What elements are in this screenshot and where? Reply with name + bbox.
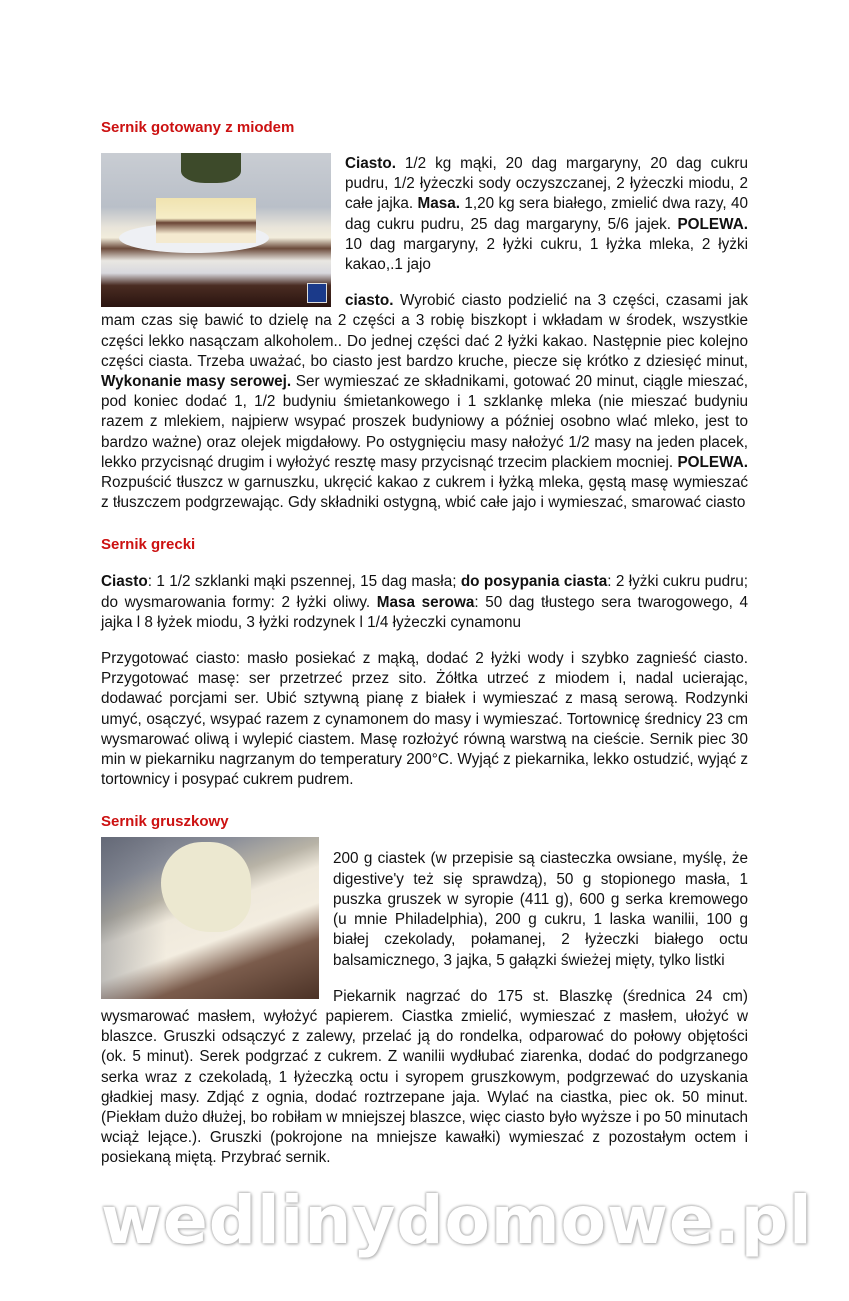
recipe-title: Sernik gotowany z miodem bbox=[101, 119, 295, 136]
text-segment: : 2 łyżki cukru pudru; do wysmarowania formy: 2 łyżki oliwy. bbox=[101, 573, 748, 611]
text-segment: 10 dag margaryny, 2 łyżki cukru, 1 łyżka mleka, 2 łyżki kakao,.1 jajo bbox=[345, 235, 748, 274]
text-segment: Piekarnik nagrzać do 175 st. Blaszkę (średnica 24 cm) wysmarować masłem, wyłożyć papierem. Ciastka zmielić, wymieszać z masłem, ułożyć w blaszce. Gruszki odsączyć z zalewy, przelać ją do rondelka, odparować do połowy objętości (ok. 5 minut). Serek podgrzać z cukrem. Z wanilii wydłubać ziarenka, dodać do podgrzanego serka wraz z czekoladą, 1 łyżeczką octu i syropem gruszkowym, podgrzewać do uzyskania gładkiej masy. Zdjąć z ognia, dodać roztrzepane jaja. Wylać na ciastka, piec ok. 50 minut. (Piekłam dużo dłużej, bo robiłam w mniejszej blaszce, więc ciasto było wyższe i po 50 minutach wciąż lejące.). Gruszki (pokrojone na mniejsze kawałki) wymieszać z pozostałym octem i posiekaną miętą. Przybrać sernik. bbox=[101, 987, 748, 1167]
recipe-pear-cheesecake bbox=[101, 812, 748, 1168]
bold-label: Wykonanie masy serowej. bbox=[101, 373, 292, 391]
bold-label: Ciasto bbox=[101, 573, 148, 591]
bold-label: POLEWA. bbox=[677, 215, 748, 233]
pear-cheesecake-photo bbox=[101, 837, 319, 999]
plant-shape bbox=[181, 153, 241, 183]
text-segment: Rozpuścić tłuszcz w garnuszku, ukręcić kakao z cukrem i łyżką mleka, gęstą masę wymieszać z tłuszczem podgrzewając. Gdy składniki ostygną, wbić całe jajo i wymieszać, smarować ciasto bbox=[101, 474, 748, 512]
bold-label: POLEWA. bbox=[677, 453, 748, 471]
text-segment: Przygotować ciasto: masło posiekać z mąką, dodać 2 łyżki wody i szybko zagnieść ciasto. Przygotować masę: ser przetrzeć przez sito. Żółtka utrzeć z miodem i, nadal ucierając, dodawać porcjami ser. Ubić sztywną pianę z białek i wymieszać z masą serową. Rodzynki umyć, osączyć, wsypać razem z cynamonem do masy i wymieszać. Tortownicę średnicy 23 cm wysmarować oliwą i wylepić ciastem. Masę rozłożyć równą warstwą na cieście. Sernik piec 30 min w piekarniku nagrzanym do temperatury 200°C. Wyjąć z piekarnika, lekko ostudzić, wyjąć z tortownicy i posypać cukrem pudrem. bbox=[101, 650, 749, 789]
instructions-paragraph bbox=[101, 649, 748, 790]
bold-label: ciasto. bbox=[345, 292, 394, 310]
bold-label: Ciasto. bbox=[345, 155, 396, 172]
text-segment: 200 g ciastek (w przepisie są ciasteczka owsiane, myślę, że digestive'y też się sprawdzą), 50 g stopionego masła, 1 puszka gruszek w syropie (411 g), 600 g serka kremowego (u mnie Philadelphia), 200 g cukru, 1 laska wanilii, 100 g białej czekolady, połamanej, 2 łyżeczki białego octu balsamicznego, 3 jajka, 5 gałązki świeżej mięty, tylko listki bbox=[333, 850, 748, 969]
text-segment: Ser wymieszać ze składnikami, gotować 20 minut, ciągle mieszać, pod koniec dodać 1, 1/2 budyniu śmietankowego i 1 szklankę mleka (nie mieszać budyniu razem z mlekiem, najpierw wsypać proszek budyniowy a później osobno wlać mleko, jest to bardzo ważne) oraz olejek migdałowy. Po ostygnięciu masy nałożyć 1/2 masy na jeden placek, lekko przycisnąć drugim i wyłożyć resztę masy przycisnąć trzecim plackiem mocniej. bbox=[101, 373, 748, 471]
text-segment: Wyrobić ciasto podzielić na 3 części, czasami jak mam czas się bawić to dzielę na 2 części a 3 robię biszkopt i wkładam w środek, wszystkie części lekko nasączam alkoholem.. Do jednej części dać 2 łyżki kakao. Następnie piec kolejno części ciasta. Trzeba uważać, bo ciasto jest bardzo kruche, piecze się krótko z dziesięć minut, bbox=[101, 292, 748, 370]
instructions-paragraph bbox=[101, 987, 748, 1169]
text-segment: : 50 dag tłustego sera twarogowego, 4 jajka l 8 łyżek miodu, 3 łyżki rodzynek l 1/4 łyżeczki cynamonu bbox=[101, 593, 748, 631]
text-segment: 1,20 kg sera białego, zmielić dwa razy, 40 dag cukru pudru, 25 dag margaryny, 5/6 jajek. bbox=[345, 195, 748, 233]
instructions-paragraph bbox=[101, 291, 748, 513]
ingredients-paragraph bbox=[101, 572, 748, 633]
cake-shape bbox=[156, 198, 256, 243]
recipe-greek-cheesecake bbox=[101, 535, 748, 790]
text-segment: : 1 1/2 szklanki mąki pszennej, 15 dag masła; bbox=[147, 573, 461, 591]
watermark: wedlinydomowe.pl bbox=[101, 1181, 813, 1259]
bold-label: Masa. bbox=[417, 195, 461, 213]
recipe-honey-cheesecake bbox=[101, 118, 748, 513]
recipe-title: Sernik gruszkowy bbox=[101, 813, 229, 831]
zoom-icon bbox=[307, 283, 327, 303]
bold-label: Masa serowa bbox=[376, 593, 475, 611]
cheesecake-photo bbox=[101, 153, 331, 307]
bold-label: do posypania ciasta bbox=[460, 573, 608, 591]
text-segment: 1/2 kg mąki, 20 dag margaryny, 20 dag cukru pudru, 1/2 łyżeczki sody oczyszczanej, 2 łyżeczki miodu, 2 całe jajka. bbox=[345, 155, 748, 213]
recipe-title: Sernik grecki bbox=[101, 536, 196, 554]
